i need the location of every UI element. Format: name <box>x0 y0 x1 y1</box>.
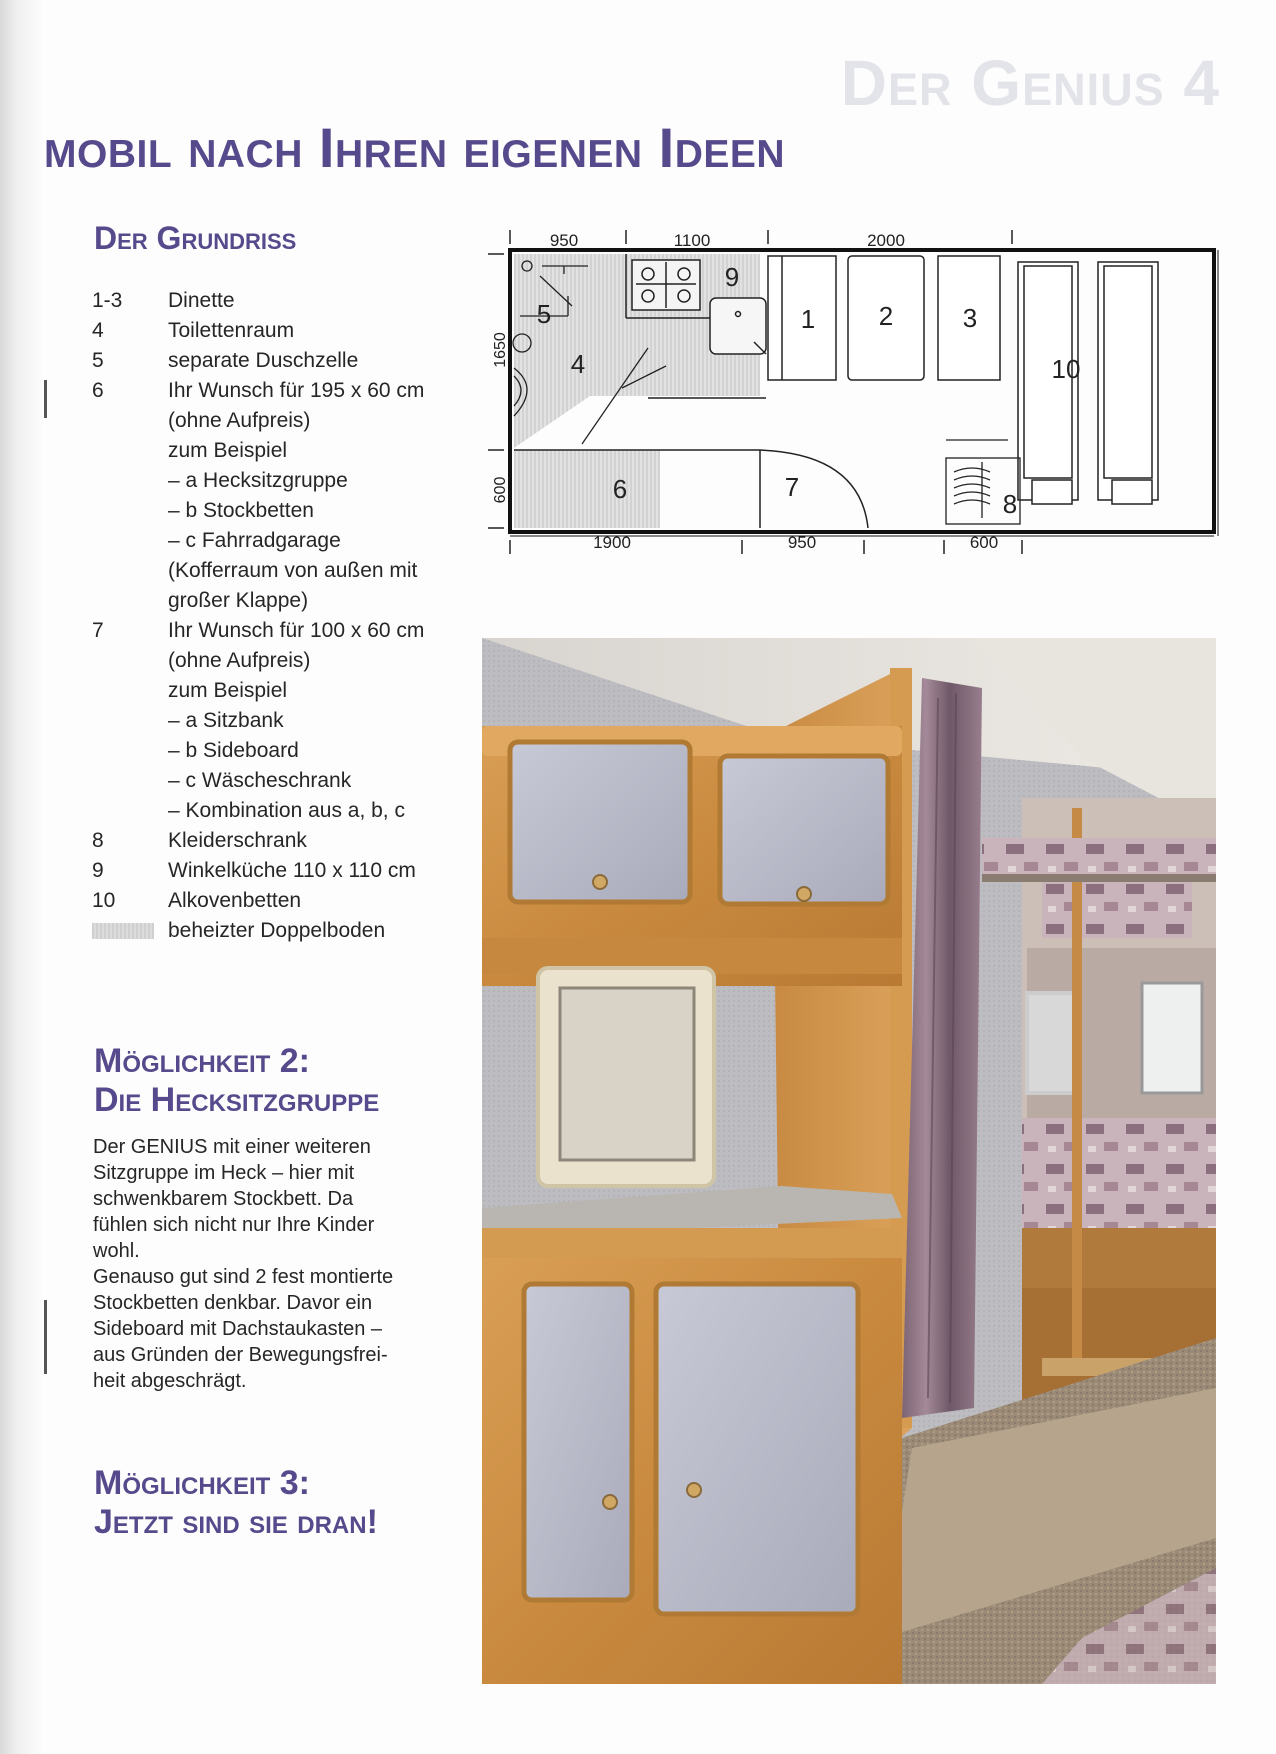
legend-number: 10 <box>92 889 116 912</box>
option2-heading: Möglichkeit 2: Die Hecksitzgruppe <box>94 1042 380 1120</box>
legend-text: Ihr Wunsch für 100 x 60 cm (ohne Aufpreis) zum Beispiel – a Sitzbank – b Sideboard – c Wäscheschrank – Kombination aus a, b, c <box>168 619 425 822</box>
legend-item <box>92 376 492 616</box>
zone-label-8: 8 <box>1002 489 1018 519</box>
legend-item <box>92 616 492 826</box>
floor-plan-diagram <box>470 218 1222 558</box>
legend-text: beheizter Doppelboden <box>168 919 386 942</box>
binding-mark <box>44 1300 47 1374</box>
legend-number: 8 <box>92 829 104 852</box>
page-title: mobil nach Ihren eigenen Ideen <box>44 120 786 176</box>
zone-label-5: 5 <box>536 299 552 329</box>
legend-number: 1-3 <box>92 289 123 312</box>
legend-text: Ihr Wunsch für 195 x 60 cm (ohne Aufpreis) zum Beispiel – a Hecksitzgruppe – b Stockbetten – c Fahrradgarage (Kofferraum von außen mit großer Klappe) <box>168 379 425 612</box>
legend-text: separate Duschzelle <box>168 349 359 372</box>
zone-label-1: 1 <box>800 304 816 334</box>
dim-bottom-950: 950 <box>787 533 817 552</box>
option3-heading: Möglichkeit 3: Jetzt sind sie dran! <box>94 1464 378 1542</box>
legend-text: Toilettenraum <box>168 319 295 342</box>
option2-body: Der GENIUS mit einer weiteren Sitzgruppe im Heck – hier mit schwenkbarem Stockbett. Da fühlen sich nicht nur Ihre Kinder wohl. Genauso gut sind 2 fest montierte Stockbetten denkbar. Davor ein Sideboard mit Dachstaukasten – aus Gründen der Bewegungsfrei- heit abgeschrägt. <box>93 1136 394 1392</box>
binding-mark <box>44 380 47 418</box>
dim-top-2000: 2000 <box>867 231 905 250</box>
zone-label-9: 9 <box>724 262 740 292</box>
legend-text: Dinette <box>168 289 235 312</box>
zone-label-7: 7 <box>784 472 800 502</box>
doppelboden-swatch <box>92 923 154 939</box>
heated-floor-area <box>514 396 590 448</box>
legend-item <box>92 346 492 376</box>
legend-item <box>92 826 492 856</box>
legend-item <box>92 856 492 886</box>
zone-label-3: 3 <box>962 303 978 333</box>
legend-number: 6 <box>92 379 104 402</box>
legend-item-swatch <box>92 916 492 946</box>
dim-bottom-1900: 1900 <box>593 533 631 552</box>
legend-item <box>92 316 492 346</box>
legend-number: 7 <box>92 619 104 642</box>
ghost-title: Der Genius 4 <box>840 47 1220 119</box>
legend-item <box>92 886 492 916</box>
legend-text: Alkovenbetten <box>168 889 302 912</box>
legend-text: Kleiderschrank <box>168 829 307 852</box>
dim-bottom-600: 600 <box>969 533 999 552</box>
legend-number: 4 <box>92 319 104 342</box>
page-binding <box>0 0 44 1754</box>
bottom-dimension-ticks <box>510 540 1022 554</box>
dim-side-1650: 1650 <box>492 332 509 368</box>
zone-label-10: 10 <box>1051 354 1081 384</box>
legend-text: Winkelküche 110 x 110 cm <box>168 859 416 882</box>
legend-list <box>92 286 492 946</box>
legend-item <box>92 286 492 316</box>
zone-label-2: 2 <box>878 301 894 331</box>
dim-side-600: 600 <box>492 476 509 504</box>
legend-number: 5 <box>92 349 104 372</box>
legend-number: 9 <box>92 859 104 882</box>
zone-label-4: 4 <box>570 349 586 379</box>
zone-label-6: 6 <box>612 474 628 504</box>
grundriss-heading: Der Grundriß <box>94 220 297 256</box>
interior-photo <box>482 638 1216 1684</box>
top-dimension-ticks <box>510 230 1012 244</box>
heated-floor-area <box>514 450 660 528</box>
dim-top-950: 950 <box>549 231 579 250</box>
alcove-beds <box>1018 262 1158 504</box>
dim-top-1100: 1100 <box>673 231 711 250</box>
